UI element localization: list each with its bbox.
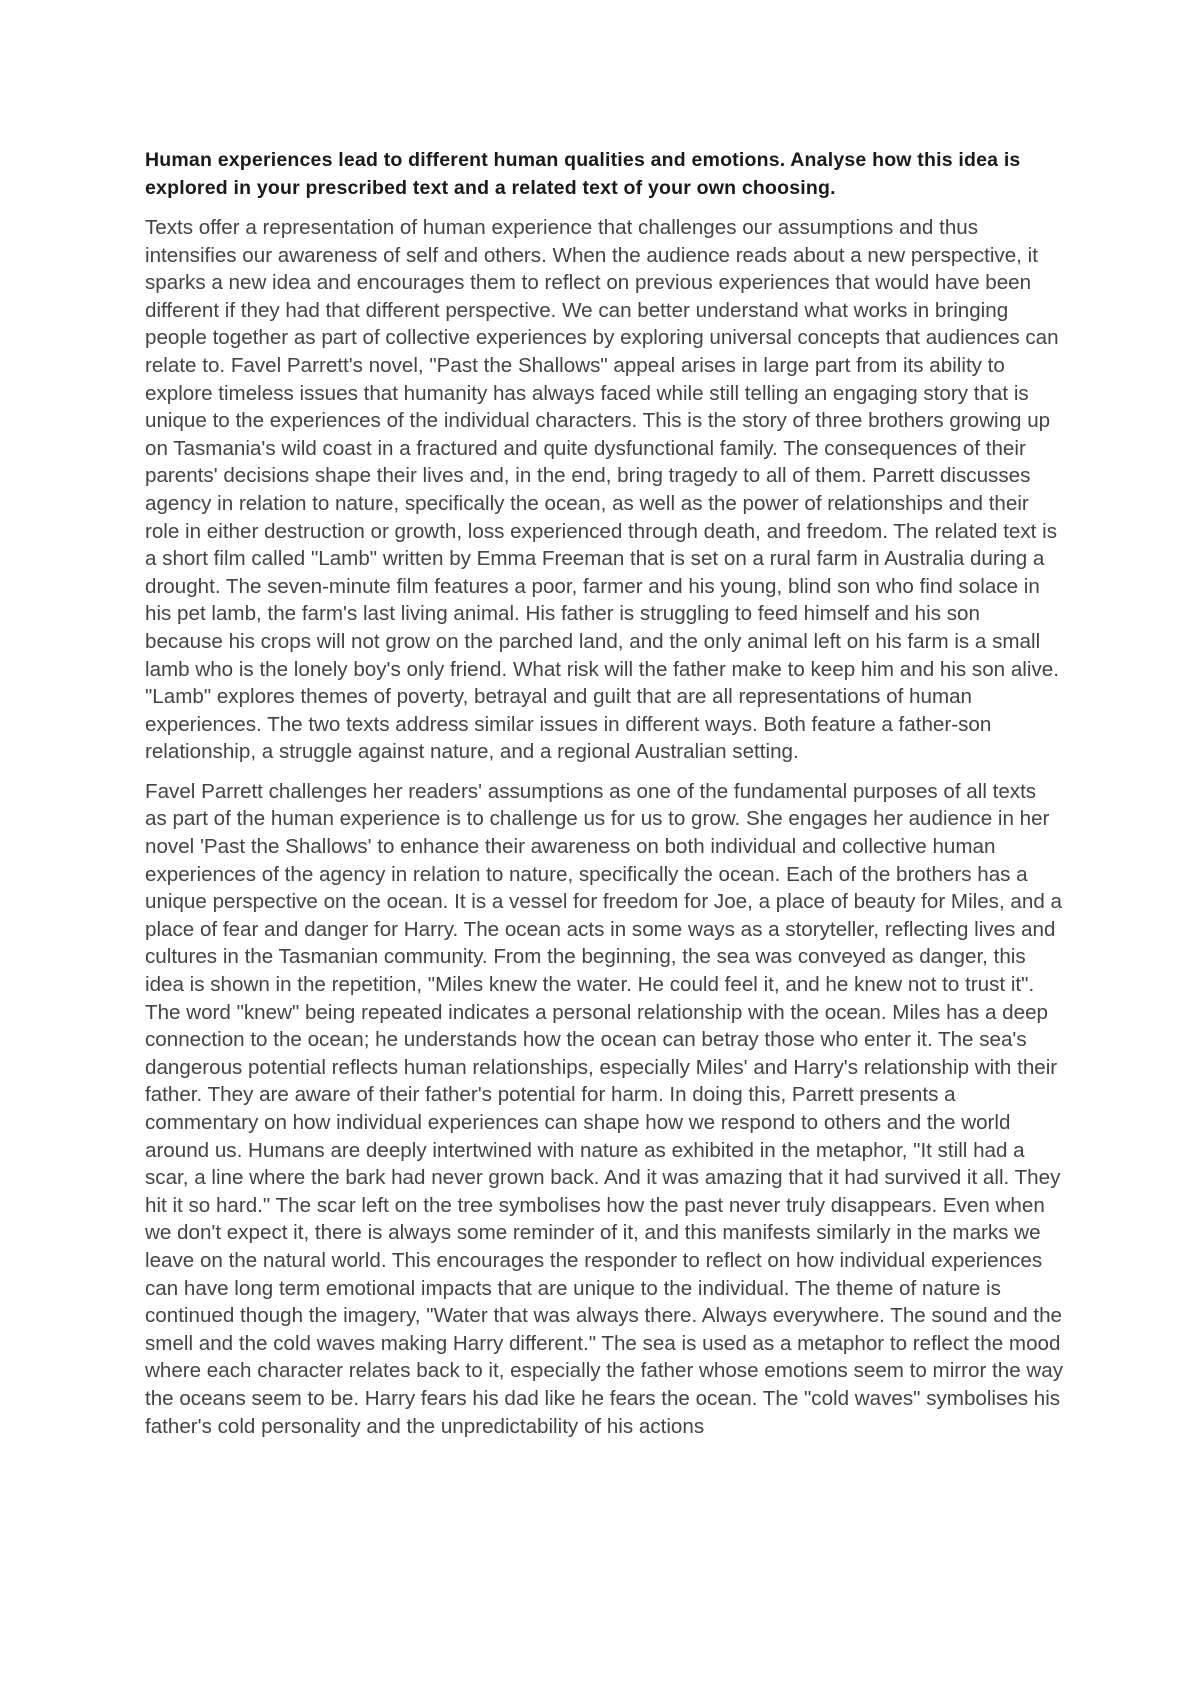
essay-paragraph-body: Favel Parrett challenges her readers' assumptions as one of the fundamental purposes of all texts as part of the human experience is to challenge us for us to grow. She engages her audience in her novel 'Past the Shallows' to enhance their awareness on both individual and collective human experiences of the agency in relation to nature, specifically the ocean. Each of the brothers has a unique perspective on the ocean. It is a vessel for freedom for Joe, a place of beauty for Miles, and a place of fear and danger for Harry. The ocean acts in some ways as a storyteller, reflecting lives and cultures in the Tasmanian community. From the beginning, the sea was conveyed as danger, this idea is shown in the repetition, "Miles knew the water. He could feel it, and he knew not to trust it". The word "knew" being repeated indicates a personal relationship with the ocean. Miles has a deep connection to the ocean; he understands how the ocean can betray those who enter it. The sea's dangerous potential reflects human relationships, especially Miles' and Harry's relationship with their father. They are aware of their father's potential for harm. In doing this, Parrett presents a commentary on how individual experiences can shape how we respond to others and the world around us. Humans are deeply intertwined with nature as exhibited in the metaphor, "It still had a scar, a line where the bark had never grown back. And it was amazing that it had survived it all. They hit it so hard." The scar left on the tree symbolises how the past never truly disappears. Even when we don't expect it, there is always some reminder of it, and this manifests similarly in the marks we leave on the natural world. This encourages the responder to reflect on how individual experiences can have long term emotional impacts that are unique to the individual. The theme of nature is continued though the imagery, "Water that was always there. Always everywhere. The sound and the smell and the cold waves making Harry different." The sea is used as a metaphor to reflect the mood where each character relates back to it, especially the father whose emotions seem to mirror the way the oceans seem to be. Harry fears his dad like he fears the ocean. The "cold waves" symbolises his father's cold personality and the unpredictability of his actions	[145, 779, 1063, 1438]
essay-question-heading: Human experiences lead to different human qualities and emotions. Analyse how this idea is explored in your prescribed text and a related text of your own choosing.	[145, 149, 1021, 199]
essay-paragraph-introduction: Texts offer a representation of human experience that challenges our assumptions and thus intensifies our awareness of self and others. When the audience reads about a new perspective, it sparks a new idea and encourages them to reflect on previous experiences that would have been different if they had that different perspective. We can better understand what works in bringing people together as part of collective experiences by exploring universal concepts that audiences can relate to. Favel Parrett's novel, "Past the Shallows" appeal arises in large part from its ability to explore timeless issues that humanity has always faced while still telling an engaging story that is unique to the experiences of the individual characters. This is the story of three brothers growing up on Tasmania's wild coast in a fractured and quite dysfunctional family. The consequences of their parents' decisions shape their lives and, in the end, bring tragedy to all of them. Parrett discusses agency in relation to nature, specifically the ocean, as well as the power of relationships and their role in either destruction or growth, loss experienced through death, and freedom. The related text is a short film called "Lamb" written by Emma Freeman that is set on a rural farm in Australia during a drought. The seven-minute film features a poor, farmer and his young, blind son who find solace in his pet lamb, the farm's last living animal. His father is struggling to feed himself and his son because his crops will not grow on the parched land, and the only animal left on his farm is a small lamb who is the lonely boy's only friend. What risk will the father make to keep him and his son alive. "Lamb" explores themes of poverty, betrayal and guilt that are all representations of human experiences. The two texts address similar issues in different ways. Both feature a father-son relationship, a struggle against nature, and a regional Australian setting.	[145, 216, 1059, 764]
document-page	[145, 146, 1063, 1452]
